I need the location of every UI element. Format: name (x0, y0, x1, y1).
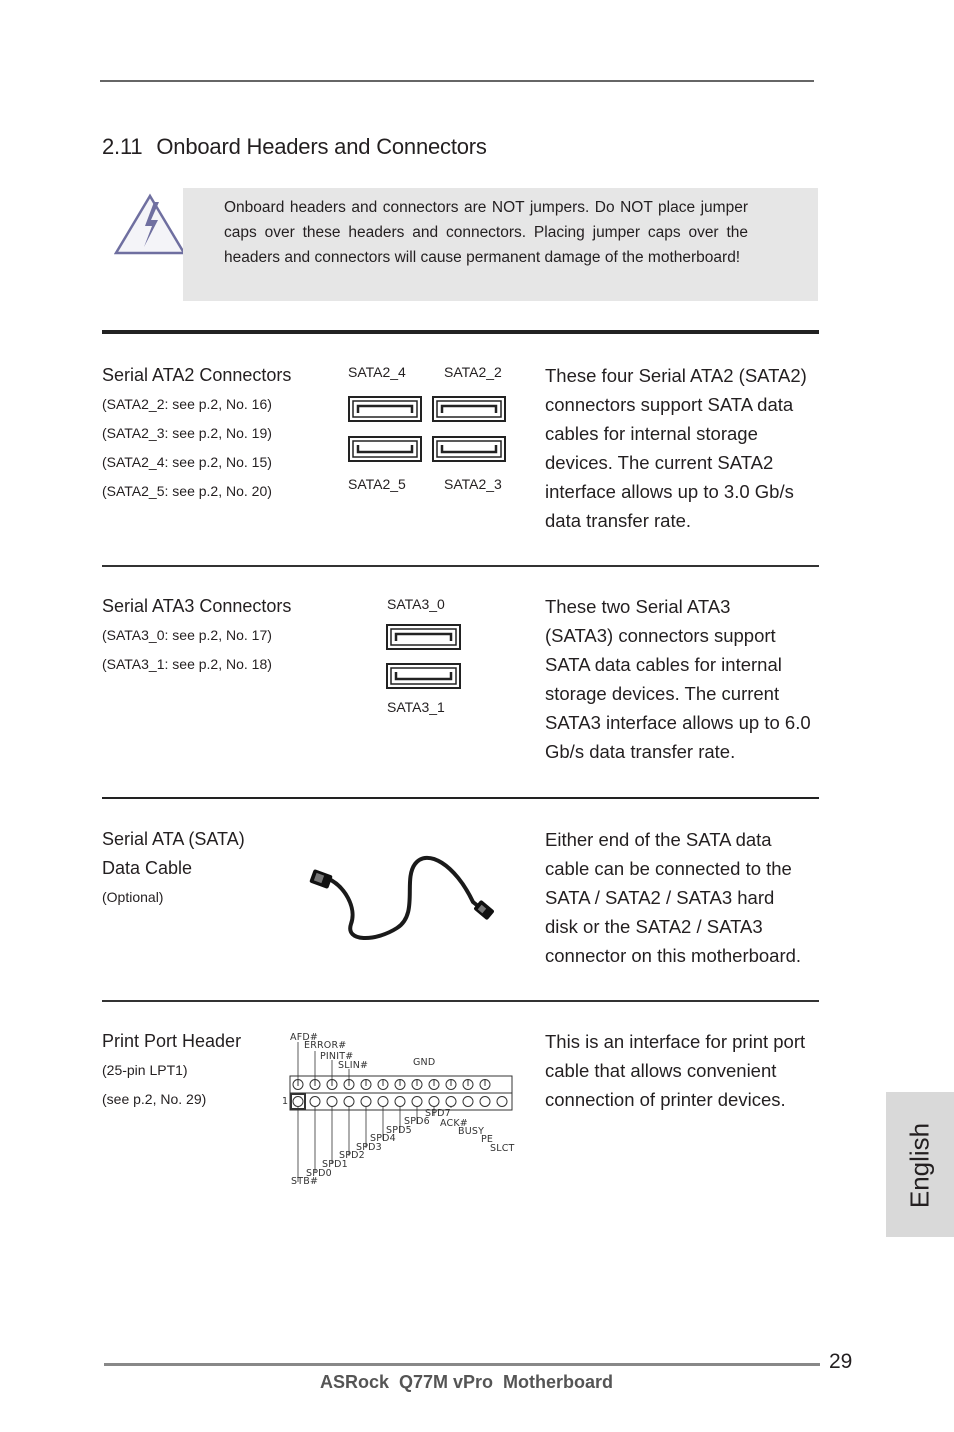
pin-label: ACK# (440, 1118, 468, 1129)
pin-label: SPD4 (370, 1133, 396, 1144)
pin (463, 1097, 473, 1107)
sata3-title: Serial ATA3 Connectors (102, 596, 292, 616)
sata2-desc-line: These four Serial ATA2 (SATA2) (545, 365, 807, 386)
sata3-desc-line: Gb/s data transfer rate. (545, 741, 736, 762)
sata2-ref: (SATA2_3: see p.2, No. 19) (102, 425, 272, 441)
thick-rule (102, 330, 819, 334)
top-rule (100, 80, 814, 82)
section-title: Onboard Headers and Connectors (156, 134, 487, 159)
pin-label: ERROR# (304, 1040, 347, 1051)
pin (344, 1097, 354, 1107)
pin-label: SPD7 (425, 1108, 451, 1119)
pin-label: PE (481, 1134, 494, 1145)
pin-label: SPD3 (356, 1142, 382, 1153)
sata2-5-label: SATA2_5 (348, 476, 406, 492)
pin (446, 1097, 456, 1107)
sata2-desc-line: data transfer rate. (545, 510, 692, 531)
pin-label: BUSY (458, 1126, 485, 1137)
cable-description (545, 825, 825, 970)
lpt-header-diagram (282, 1030, 522, 1190)
pin-label: SPD5 (386, 1125, 412, 1136)
print-title: Print Port Header (102, 1031, 242, 1051)
divider (102, 797, 819, 799)
pin (361, 1097, 371, 1107)
footer-text: ASRock Q77M vPro Motherboard (320, 1372, 614, 1392)
sata-cable-image (305, 850, 495, 942)
pin-label: SPD1 (322, 1159, 348, 1170)
section-number: 2.11 (102, 134, 143, 159)
print-ref: (25-pin LPT1) (102, 1062, 188, 1078)
sata2-3-label: SATA2_3 (444, 476, 502, 492)
sata3-ref: (SATA3_0: see p.2, No. 17) (102, 627, 272, 643)
cable-ref: (Optional) (102, 889, 164, 905)
pin (327, 1097, 337, 1107)
language-tab-label: English (904, 1122, 935, 1209)
pin-label: STB# (291, 1176, 319, 1187)
print-desc-line: cable that allows convenient (545, 1060, 777, 1081)
print-refs (102, 1056, 206, 1114)
section-heading (102, 134, 487, 160)
sata3-0-label: SATA3_0 (387, 596, 445, 612)
footer-rule (104, 1363, 820, 1366)
print-description (545, 1027, 830, 1114)
cable-desc-line: SATA / SATA2 / SATA3 hard (545, 887, 775, 908)
divider (102, 1000, 819, 1002)
pin-label: SLIN# (338, 1060, 369, 1071)
warning-lightning-icon (114, 193, 186, 257)
sata2-ref: (SATA2_2: see p.2, No. 16) (102, 396, 272, 412)
cable-desc-line: disk or the SATA2 / SATA3 (545, 916, 763, 937)
pin-label: SPD2 (339, 1150, 365, 1161)
sata2-title: Serial ATA2 Connectors (102, 365, 292, 385)
cable-desc-line: connector on this motherboard. (545, 945, 802, 966)
cable-desc-line: cable can be connected to the (545, 858, 792, 879)
warning-box (183, 188, 818, 301)
sata2-desc-line: devices. The current SATA2 (545, 452, 774, 473)
cable-title: Data Cable (102, 858, 193, 878)
sata3-desc-line: SATA3 interface allows up to 6.0 (545, 712, 811, 733)
sata3-desc-line: (SATA3) connectors support (545, 625, 776, 646)
pin-label: SPD6 (404, 1116, 430, 1127)
sata2-2-label: SATA2_2 (444, 364, 502, 380)
pin (378, 1097, 388, 1107)
sata2-4-label: SATA2_4 (348, 364, 406, 380)
pin-label: PINIT# (320, 1051, 354, 1062)
print-ref: (see p.2, No. 29) (102, 1091, 207, 1107)
pin (497, 1097, 507, 1107)
sata2-ref: (SATA2_4: see p.2, No. 15) (102, 454, 272, 470)
sata2-description (545, 361, 825, 535)
sata3-ref: (SATA3_1: see p.2, No. 18) (102, 656, 272, 672)
pin-label-1: 1 (282, 1096, 289, 1107)
pin (412, 1097, 422, 1107)
cable-titles (102, 825, 245, 912)
sata2-desc-line: cables for internal storage (545, 423, 758, 444)
sata2-desc-line: connectors support SATA data (545, 394, 794, 415)
pin (429, 1097, 439, 1107)
pin (310, 1097, 320, 1107)
pin-label: SLCT (490, 1143, 515, 1154)
sata3-refs (102, 621, 272, 679)
sata2-desc-line: interface allows up to 3.0 Gb/s (545, 481, 794, 502)
pin (480, 1097, 490, 1107)
sata3-description (545, 592, 825, 766)
pin-label: SPD0 (306, 1168, 332, 1179)
cable-desc-line: Either end of the SATA data (545, 829, 772, 850)
pin (395, 1097, 405, 1107)
sata3-connectors-diagram (386, 624, 462, 690)
print-desc-line: connection of printer devices. (545, 1089, 786, 1110)
language-tab (886, 1092, 954, 1237)
page-number: 29 (829, 1350, 853, 1373)
divider (102, 565, 819, 567)
sata3-desc-line: These two Serial ATA3 (545, 596, 731, 617)
sata3-1-label: SATA3_1 (387, 699, 445, 715)
print-desc-line: This is an interface for print port (545, 1031, 806, 1052)
sata2-connectors-diagram (348, 396, 508, 464)
sata3-desc-line: SATA data cables for internal (545, 654, 782, 675)
pin-label: GND (413, 1057, 436, 1068)
sata2-ref: (SATA2_5: see p.2, No. 20) (102, 483, 272, 499)
sata2-refs (102, 390, 272, 506)
cable-title: Serial ATA (SATA) (102, 829, 245, 849)
pin-label: AFD# (290, 1032, 319, 1043)
warning-text: Onboard headers and connectors are NOT jumpers. Do NOT place jumper caps over these headers and connectors. Placing jumper caps over the headers and connectors will cause permanent damage of the motherboard! (224, 199, 748, 266)
pin (293, 1097, 303, 1107)
sata3-desc-line: storage devices. The current (545, 683, 780, 704)
